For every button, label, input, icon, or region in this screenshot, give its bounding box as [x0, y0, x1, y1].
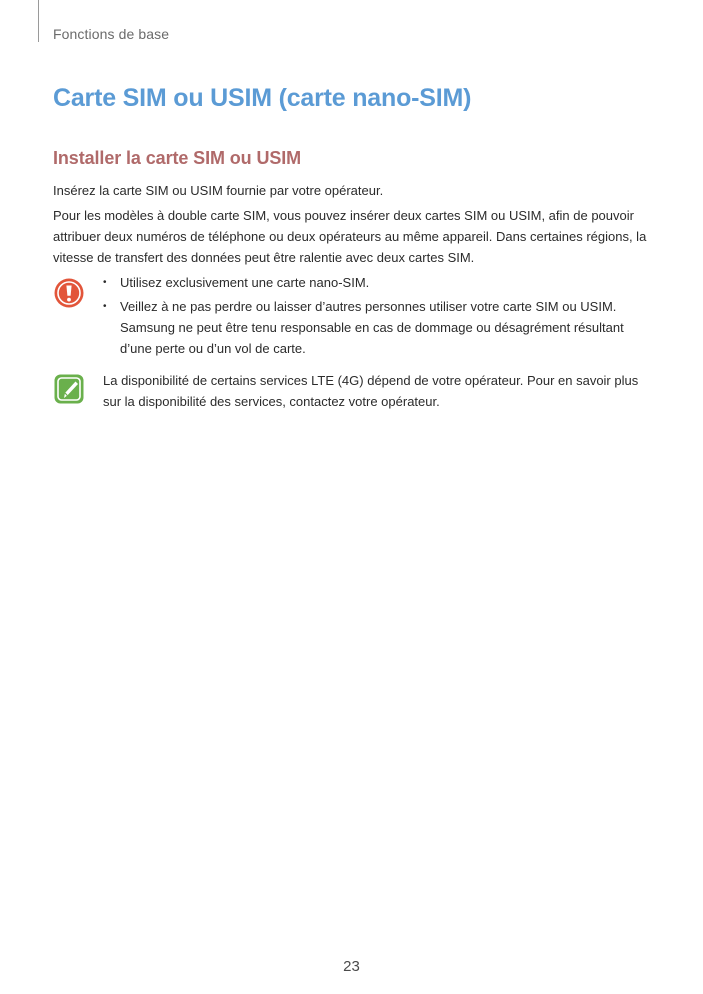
note-text: La disponibilité de certains services LTE (4G) dépend de votre opérateur. Pour en savoir plus sur la disponibilité des services, contactez votre opérateur. [103, 373, 639, 409]
section-label: Fonctions de base [53, 26, 170, 42]
section-subtitle: Installer la carte SIM ou USIM [53, 148, 302, 168]
warning-list-item [103, 296, 653, 359]
page-title: Carte SIM ou USIM (carte nano-SIM) [53, 84, 472, 112]
warning-list-item [103, 272, 653, 293]
warning-item-text: Veillez à ne pas perdre ou laisser d’autres personnes utiliser votre carte SIM ou USIM. Samsung ne peut être tenu responsable en cas de dommage ou désagrément résultant d’une perte ou d’un vol de carte. [120, 299, 624, 356]
page-number: 23 [343, 958, 360, 975]
header-rule [38, 0, 39, 42]
note-icon [53, 373, 85, 405]
dual-sim-paragraph: Pour les modèles à double carte SIM, vous pouvez insérer deux cartes SIM ou USIM, afin de pouvoir attribuer deux numéros de téléphone ou deux opérateurs au même appareil. Dans certaines régions, la vitesse de transfert des données peut être ralentie avec deux cartes SIM. [53, 208, 647, 265]
warning-item-text: Utilisez exclusivement une carte nano-SIM. [120, 275, 370, 290]
warning-icon [53, 277, 85, 309]
bullet-dot: • [103, 277, 107, 288]
warning-list [103, 272, 653, 362]
bullet-dot: • [103, 301, 107, 312]
intro-paragraph: Insérez la carte SIM ou USIM fournie par votre opérateur. [53, 183, 384, 198]
